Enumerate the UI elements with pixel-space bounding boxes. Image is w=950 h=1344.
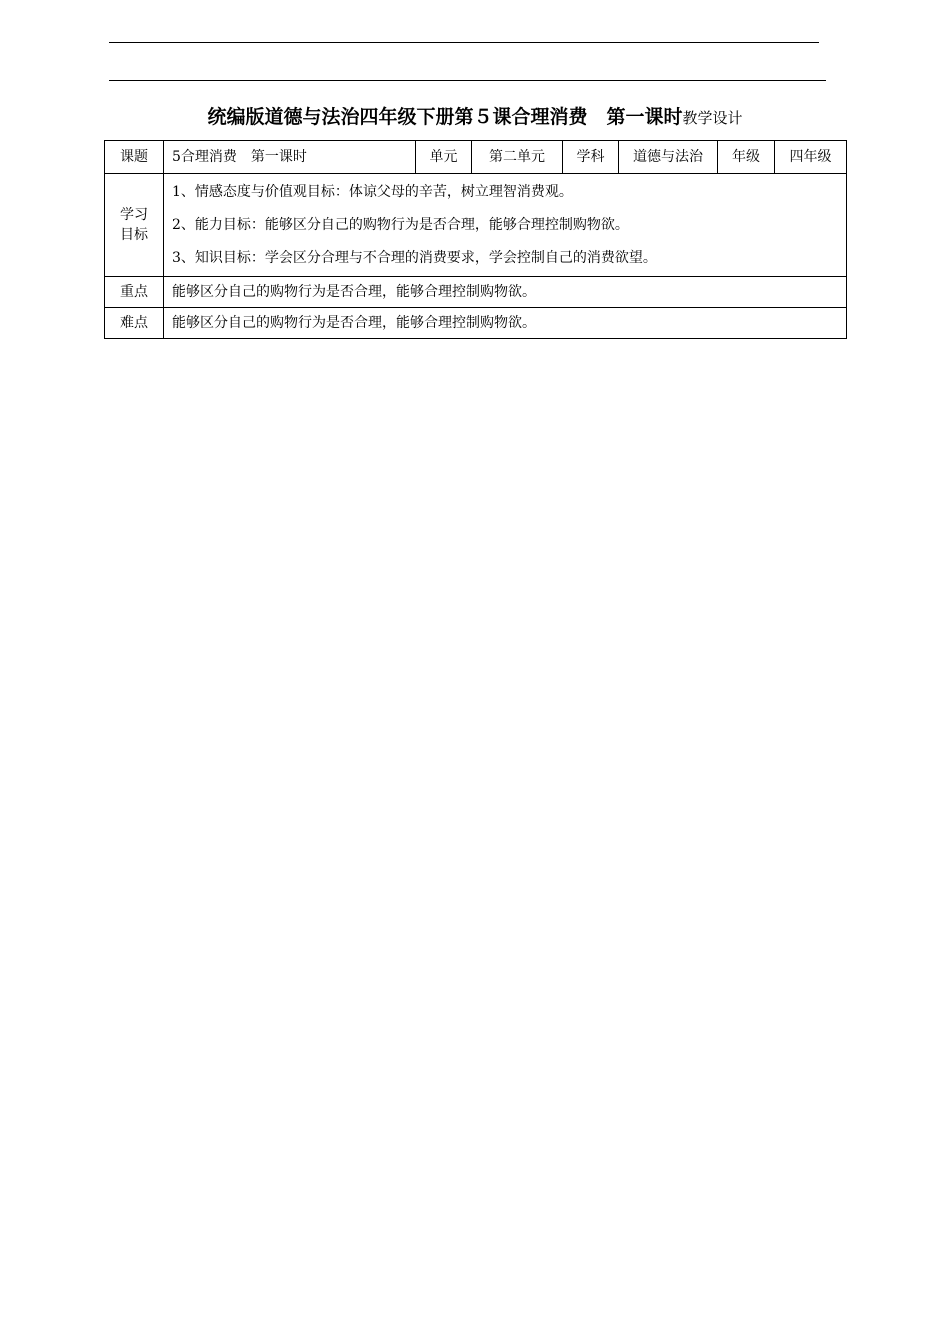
topic-value: 5合理消费 第一课时	[164, 141, 416, 174]
lesson-plan-table	[104, 140, 847, 339]
header-rule-top	[109, 42, 819, 43]
grade-value: 四年级	[775, 141, 847, 174]
table-row-difficult-point	[105, 308, 847, 339]
goals-label-line1: 学习	[120, 207, 148, 223]
subject-value: 道德与法治	[619, 141, 718, 174]
key-point-label: 重点	[105, 277, 164, 308]
goal-item-ability: 2、能力目标：能够区分自己的购物行为是否合理，能够合理控制购物欲。	[172, 216, 629, 233]
grade-label: 年级	[718, 141, 775, 174]
goals-label	[105, 174, 164, 277]
topic-label: 课题	[105, 141, 164, 174]
goal-item-knowledge: 3、知识目标：学会区分合理与不合理的消费要求，学会控制自己的消费欲望。	[172, 249, 657, 266]
subject-label: 学科	[563, 141, 619, 174]
goal-item-emotion: 1、情感态度与价值观目标：体谅父母的辛苦，树立理智消费观。	[172, 183, 573, 200]
goals-label-line2: 目标	[120, 227, 148, 243]
difficult-point-label: 难点	[105, 308, 164, 339]
title-main: 统编版道德与法治四年级下册第５课合理消费 第一课时	[207, 106, 683, 128]
unit-label: 单元	[416, 141, 472, 174]
document-title	[0, 104, 950, 131]
table-row-goals	[105, 174, 847, 277]
goals-content	[164, 174, 847, 277]
key-point-value: 能够区分自己的购物行为是否合理，能够合理控制购物欲。	[164, 277, 847, 308]
unit-value: 第二单元	[472, 141, 563, 174]
difficult-point-value: 能够区分自己的购物行为是否合理，能够合理控制购物欲。	[164, 308, 847, 339]
title-suffix: 教学设计	[682, 109, 743, 127]
header-rule-bottom	[109, 80, 826, 81]
table-row-key-point	[105, 277, 847, 308]
table-row-header	[105, 141, 847, 174]
